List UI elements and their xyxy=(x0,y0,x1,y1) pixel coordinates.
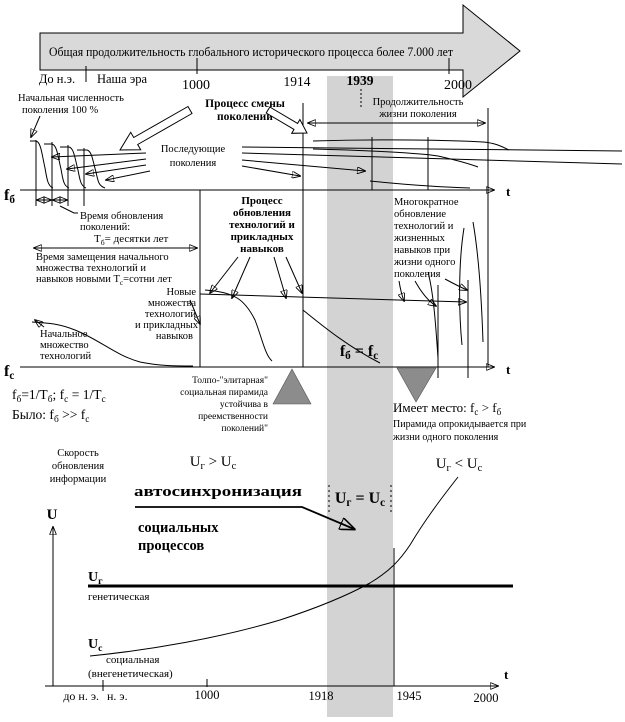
tech-renewal-line3: технологий и xyxy=(229,219,295,231)
fan-arrow xyxy=(232,257,250,298)
bottom-bce-label: до н. э. xyxy=(63,689,99,703)
pyramid-stable-line2: социальная пирамида xyxy=(180,388,268,398)
renewal-time-line1: Время обновления xyxy=(80,211,164,222)
fan-arrow xyxy=(274,257,286,298)
multiple-renewal-label xyxy=(393,197,459,280)
extragenetic-label: (внегенетическая) xyxy=(88,668,173,680)
leader-arrow xyxy=(106,171,150,180)
new-tech-line4: и прикладных xyxy=(135,320,198,331)
multiple-renewal-line7: поколения xyxy=(394,269,441,280)
timeline-ce-label: Наша эра xyxy=(96,72,148,86)
timeline-bce-label: До н.э. xyxy=(38,72,76,86)
pyramid-overturn-label xyxy=(392,419,527,443)
info-speed-label xyxy=(50,448,107,485)
fc-axis-label: fс xyxy=(4,363,15,382)
leader-arrow xyxy=(242,166,300,176)
fc-axis-t-label: t xyxy=(506,362,511,377)
leader-arrow xyxy=(67,159,146,169)
info-speed-line2: обновления xyxy=(51,461,105,472)
bottom-1945-label: 1945 xyxy=(396,689,422,703)
leader-line xyxy=(242,147,622,151)
fan-arrow xyxy=(445,279,467,290)
info-speed-line1: Скорость xyxy=(57,448,99,459)
pyramid-overturn-line1: Пирамида опрокидывается при xyxy=(393,419,527,430)
autosync-line1: автосинхронизация xyxy=(134,484,302,500)
replacement-time-line3: навыков новыми $Т_с=сотни$ лет xyxy=(36,274,172,287)
pyramid-stable-label xyxy=(180,376,269,434)
t-axis-label: t xyxy=(504,667,509,682)
fan-arrow xyxy=(399,281,404,301)
ug-eq-us-formula: Uг = Uс xyxy=(334,490,386,509)
renewal-time-line2: поколений: xyxy=(80,222,131,233)
new-tech-label xyxy=(135,287,199,342)
was-formula: Было: $f_б >> f_с$ xyxy=(12,407,90,425)
multiple-renewal-line6: жизни одного xyxy=(394,257,456,268)
generation-change-line1: Процесс смены xyxy=(205,98,285,110)
initial-tech-line2: множество xyxy=(40,340,89,351)
us-curve-label: $U_с$ xyxy=(88,637,103,654)
timeline-1939-label: 1939 xyxy=(346,73,374,88)
subsequent-line2: поколения xyxy=(169,158,217,169)
timeline-1000-label: 1000 xyxy=(182,78,210,93)
bottom-timeline xyxy=(63,679,498,705)
epoch-band xyxy=(327,76,393,717)
u-axis-label: U xyxy=(46,507,58,523)
leader-arrow xyxy=(52,153,146,157)
ug-gt-us-formula: $U_г > U_с$ xyxy=(189,454,237,472)
bottom-2000-label: 2000 xyxy=(473,691,499,705)
lifespan-line1: Продолжительность xyxy=(372,97,464,108)
genetic-label: генетическая xyxy=(88,591,150,603)
tech-renewal-arrows xyxy=(210,257,302,298)
multiple-renewal-line3: технологий и xyxy=(394,221,454,232)
fb-axis-t-label: t xyxy=(506,184,511,199)
tech-curve-2 xyxy=(205,290,272,361)
ug-lt-us-formula: $U_г < U_с$ xyxy=(435,456,483,474)
frequency-formula: $f_б=1/Т_б$; $f_с = 1/Т_с$ xyxy=(12,387,106,405)
pyramid-stable-line3: устойчива в xyxy=(219,400,268,410)
generation-renewal-time-label xyxy=(80,211,168,247)
info-speed-line3: информации xyxy=(49,474,107,485)
timeline-2000-label: 2000 xyxy=(444,78,472,93)
fan-arrow xyxy=(286,257,302,293)
upper-chart-fb xyxy=(4,93,622,367)
tc-replacement xyxy=(34,248,197,287)
bottom-ce-label: н. э. xyxy=(107,689,128,703)
bottom-1000-label: 1000 xyxy=(194,688,220,702)
new-tech-line3: технологий xyxy=(144,309,196,320)
subsequent-generations-label xyxy=(161,144,226,169)
tech-renewal-line5: навыков xyxy=(240,243,284,255)
ug-line-label: $U_г$ xyxy=(88,570,103,587)
pyramid-stable-line1: Толпо-"элитарная" xyxy=(192,376,268,386)
inverted-pyramid-triangle xyxy=(397,368,436,402)
rapid-tech-curve xyxy=(428,272,438,358)
fan-arrow xyxy=(210,257,238,293)
new-tech-line1: Новые xyxy=(166,287,196,298)
initial-population-line1: Начальная численность xyxy=(18,93,124,104)
social-label: социальная xyxy=(106,654,160,666)
multiple-renewal-line1: Многократное xyxy=(394,197,459,208)
tech-renewal-line4: прикладных xyxy=(230,231,294,243)
upright-pyramid-triangle xyxy=(273,369,311,404)
autosync-line2: социальных xyxy=(138,520,219,536)
pyramid-stable-line4: преемственности xyxy=(198,412,268,422)
initial-population-label xyxy=(18,93,124,137)
generation-curve xyxy=(30,141,53,188)
multiple-renewal-line4: жизненных xyxy=(394,233,445,244)
tech-renewal-line1: Процесс xyxy=(241,195,283,207)
initial-population-line2: поколения 100 % xyxy=(22,105,99,116)
bottom-chart-u xyxy=(45,448,513,705)
initial-population-arrow xyxy=(31,116,40,137)
multiple-renewal-line5: навыков при xyxy=(394,245,451,256)
rapid-tech-curve xyxy=(473,222,483,342)
autosync-line3: процессов xyxy=(138,538,205,554)
banner-text: Общая продолжительность глобального исторического процесса более 7.000 лет xyxy=(49,45,454,59)
leader-line xyxy=(242,153,622,164)
tb-leader-line xyxy=(60,206,78,213)
tb-measure xyxy=(37,200,78,213)
tech-renewal-label xyxy=(229,195,295,255)
fb-equals-fc-label: fб = fс xyxy=(339,343,379,362)
tech-renewal-line2: обновления xyxy=(232,207,292,219)
takes-place-formula: Имеет место: $f_с > f_б$ xyxy=(393,400,502,417)
subsequent-line1: Последующие xyxy=(160,144,226,155)
replacement-time-line1: Время замещения начального xyxy=(36,252,169,263)
timeline-1914-label: 1914 xyxy=(283,74,311,89)
initial-tech-line3: технологий xyxy=(40,351,92,362)
us-social-curve xyxy=(90,477,458,656)
initial-tech-arrow xyxy=(35,320,44,327)
initial-tech-line1: Начальное xyxy=(40,329,88,340)
renewal-time-line3: $Т_б=$ десятки лет xyxy=(94,233,169,247)
pyramid-stable-line5: поколений" xyxy=(221,424,268,434)
lifespan-line2: жизни поколения xyxy=(379,109,457,120)
new-tech-line2: множества xyxy=(147,298,196,309)
pyramid-overturn-line2: жизни одного поколения xyxy=(393,432,499,443)
autosync-label xyxy=(134,484,302,554)
generation-change-line2: поколений xyxy=(217,111,273,123)
new-tech-line5: навыков xyxy=(155,331,193,342)
replacement-time-line2: множества технологий и xyxy=(36,263,147,274)
fb-axis-label: fб xyxy=(4,187,15,206)
bottom-1918-label: 1918 xyxy=(308,689,334,703)
multiple-renewal-line2: обновление xyxy=(394,209,447,220)
